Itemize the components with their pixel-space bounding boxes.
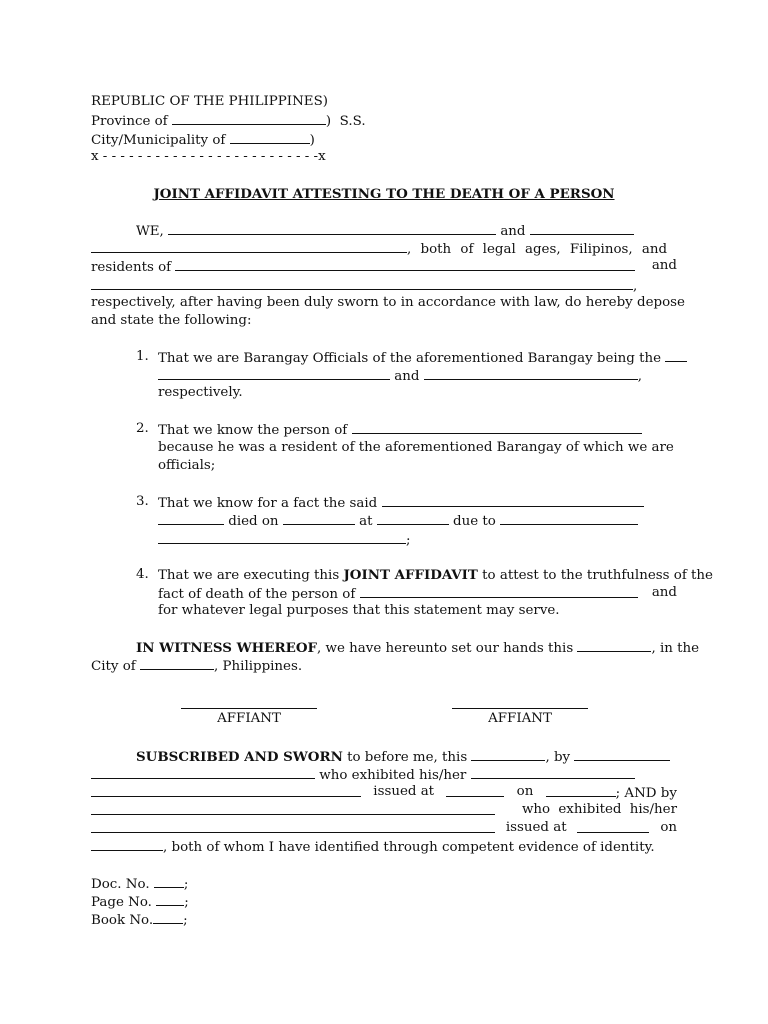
item-2-line-1: That we know the person of bbox=[158, 420, 642, 440]
intro-line-2: , both of legal ages, Filipinos, and bbox=[91, 239, 667, 259]
document-title: JOINT AFFIDAVIT ATTESTING TO THE DEATH OF A PERSON bbox=[153, 186, 615, 202]
residence-2-blank[interactable] bbox=[91, 276, 633, 290]
item-4-line-3: for whatever legal purposes that this statement may serve. bbox=[158, 603, 560, 618]
page-no-blank[interactable] bbox=[156, 892, 184, 906]
jurat-line-4: who exhibited his/her bbox=[91, 801, 677, 819]
jurat-id-1-cont-blank[interactable] bbox=[91, 783, 361, 797]
position-1-blank[interactable] bbox=[665, 348, 687, 362]
city-blank[interactable] bbox=[230, 130, 310, 144]
deceased-name-3-blank[interactable] bbox=[360, 584, 638, 598]
affiant-2-name-blank[interactable] bbox=[530, 221, 634, 235]
caption-separator: x - - - - - - - - - - - - - - - - - - - - - - - - -x bbox=[91, 149, 326, 164]
jurat-id-1-blank[interactable] bbox=[471, 765, 635, 779]
item-1-line-1: That we are Barangay Officials of the aforementioned Barangay being the bbox=[158, 348, 687, 368]
jurat-line-5: issued at on bbox=[91, 819, 677, 837]
witness-line-2: City of , Philippines. bbox=[91, 656, 302, 676]
province-blank[interactable] bbox=[172, 111, 326, 125]
item-3-number: 3. bbox=[136, 494, 149, 509]
affiant-2-signature-line[interactable] bbox=[452, 708, 588, 709]
cause-of-death-cont-blank[interactable] bbox=[158, 530, 406, 544]
jurat-affiant-1-blank[interactable] bbox=[574, 747, 670, 761]
residence-1-blank[interactable] bbox=[175, 257, 635, 271]
position-2-blank[interactable] bbox=[424, 366, 638, 380]
witness-line-1: IN WITNESS WHEREOF, we have hereunto set our hands this , in the bbox=[136, 640, 700, 656]
jurat-id-2-blank[interactable] bbox=[91, 819, 495, 833]
witness-city-blank[interactable] bbox=[140, 656, 214, 670]
jurat-line-1: SUBSCRIBED AND SWORN to before me, this , by bbox=[136, 747, 670, 767]
jurat-issued-date-1-blank[interactable] bbox=[546, 783, 616, 797]
position-1-cont-blank[interactable] bbox=[158, 366, 390, 380]
jurat-issued-place-2-blank[interactable] bbox=[577, 819, 649, 833]
intro-line-6: and state the following: bbox=[91, 313, 252, 328]
jurat-affiant-1-cont-blank[interactable] bbox=[91, 765, 315, 779]
doc-no-blank[interactable] bbox=[154, 874, 184, 888]
item-3-line-3: ; bbox=[158, 530, 411, 550]
item-1-line-3: respectively. bbox=[158, 385, 243, 400]
book-no-blank[interactable] bbox=[153, 910, 183, 924]
intro-line-5: respectively, after having been duly sworn to in accordance with law, do hereby depose bbox=[91, 295, 685, 310]
item-4-line-2: fact of death of the person of and bbox=[158, 585, 677, 602]
deceased-name-2-blank[interactable] bbox=[382, 493, 644, 507]
intro-line-3: residents of and bbox=[91, 258, 677, 275]
caption-province: Province of ) S.S. bbox=[91, 111, 366, 131]
affiant-2-name-cont-blank[interactable] bbox=[91, 239, 407, 253]
place-of-death-blank[interactable] bbox=[377, 511, 449, 525]
affiant-2-label: AFFIANT bbox=[488, 711, 552, 726]
book-no: Book No. ; bbox=[91, 910, 188, 930]
witness-date-blank[interactable] bbox=[577, 638, 651, 652]
deceased-name-blank[interactable] bbox=[352, 420, 642, 434]
jurat-line-2: who exhibited his/her bbox=[91, 765, 635, 785]
page-no: Page No. ; bbox=[91, 892, 189, 912]
jurat-line-3: issued at on ; AND by bbox=[91, 783, 677, 803]
jurat-issued-place-1-blank[interactable] bbox=[446, 783, 504, 797]
item-2-line-3: officials; bbox=[158, 458, 216, 473]
affiant-1-name-blank[interactable] bbox=[168, 221, 496, 235]
item-3-line-1: That we know for a fact the said bbox=[158, 493, 644, 513]
affiant-1-signature-line[interactable] bbox=[181, 708, 317, 709]
intro-line-1: WE, and bbox=[136, 221, 634, 241]
jurat-affiant-2-blank[interactable] bbox=[91, 801, 495, 815]
jurat-date-blank[interactable] bbox=[471, 747, 545, 761]
deceased-cont-blank[interactable] bbox=[158, 511, 224, 525]
date-of-death-blank[interactable] bbox=[283, 511, 355, 525]
item-4-number: 4. bbox=[136, 567, 149, 582]
jurat-issued-date-2-blank[interactable] bbox=[91, 837, 163, 851]
doc-no: Doc. No. ; bbox=[91, 874, 188, 894]
caption-city: City/Municipality of ) bbox=[91, 130, 315, 150]
item-1-line-2: and , bbox=[158, 366, 642, 386]
item-1-number: 1. bbox=[136, 349, 149, 364]
affiant-1-label: AFFIANT bbox=[217, 711, 281, 726]
item-3-line-2: died on at due to bbox=[158, 511, 638, 531]
item-2-number: 2. bbox=[136, 421, 149, 436]
item-4-line-1: That we are executing this JOINT AFFIDAVIT to attest to the truthfulness of the bbox=[158, 567, 713, 583]
caption-republic: REPUBLIC OF THE PHILIPPINES) bbox=[91, 94, 328, 109]
item-2-line-2: because he was a resident of the aforementioned Barangay of which we are bbox=[158, 440, 674, 455]
jurat-line-6: , both of whom I have identified through competent evidence of identity. bbox=[91, 837, 655, 857]
cause-of-death-blank[interactable] bbox=[500, 511, 638, 525]
intro-line-4: , bbox=[91, 276, 637, 296]
